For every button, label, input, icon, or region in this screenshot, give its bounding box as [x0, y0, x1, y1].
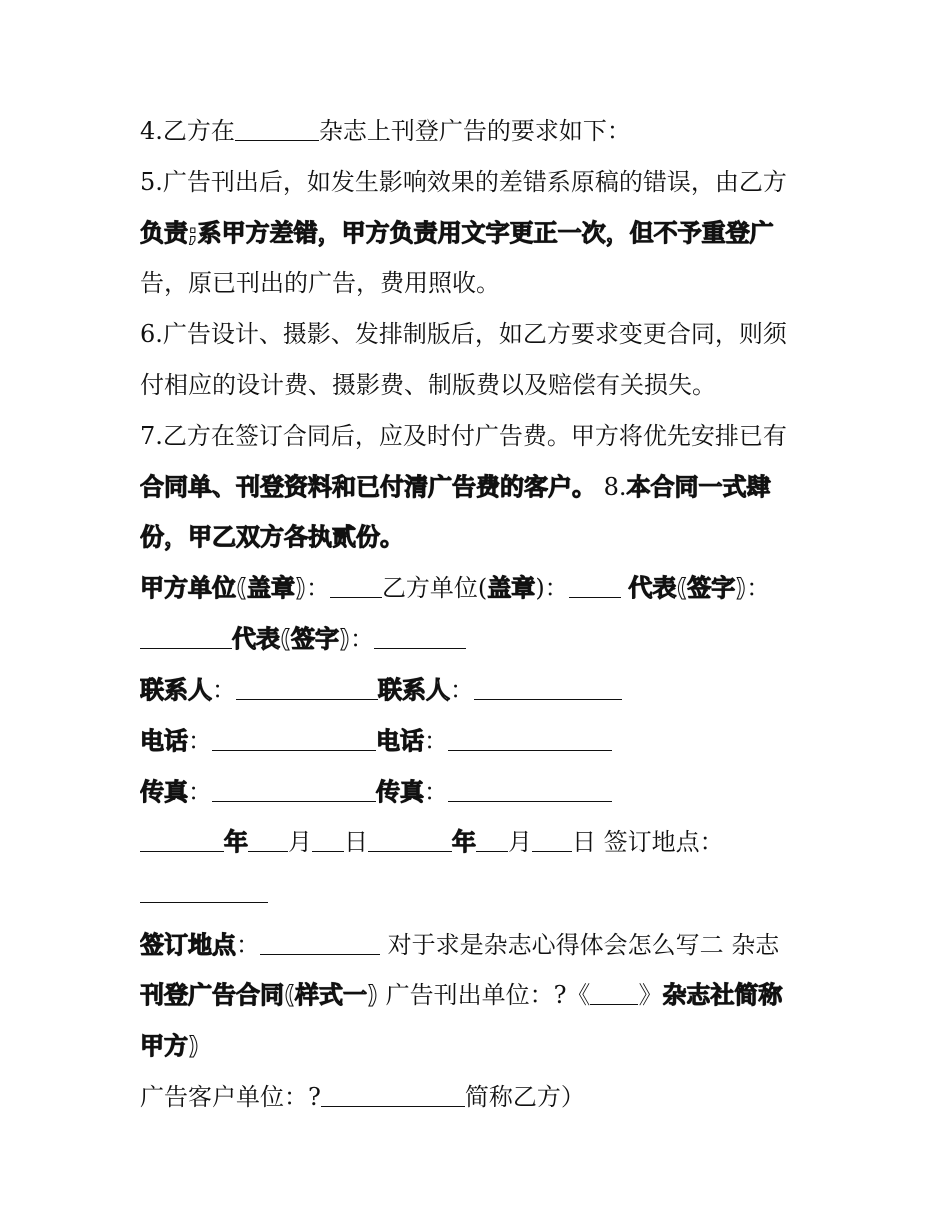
party-a-short-outlined: 甲方)	[140, 1032, 199, 1060]
phone-label-a: 电话	[140, 727, 188, 755]
clause-7-outlined-text: 合同单、刊登资料和已付清广告费的客户。	[140, 473, 596, 501]
representative-colon-b: ：	[349, 625, 374, 653]
phone-label-b: 电话	[376, 727, 424, 755]
month-label-b: 月	[508, 828, 532, 856]
colon: ：	[305, 574, 330, 602]
blank-party-b-unit	[569, 573, 621, 598]
contact-label-a: 联系人	[140, 676, 212, 704]
contract-title-outlined: 刊登广告合同(样式一)	[140, 981, 378, 1009]
phone-row	[140, 725, 820, 757]
fax-label-b: 传真	[376, 778, 424, 806]
heading-text: 对于求是杂志心得体会怎么写二 杂志	[380, 931, 780, 959]
blank-signing-place-b	[260, 930, 380, 955]
clause-8-number: 8.	[596, 473, 627, 501]
clause-8-line-2	[140, 521, 820, 553]
clause-6-line-2	[140, 369, 820, 401]
clause-5-outlined-text: 负责;系甲方差错，甲方负责用文字更正一次，但不予重登广	[140, 219, 774, 247]
month-label-a: 月	[288, 828, 312, 856]
clause-6-text-b: 付相应的设计费、摄影费、制版费以及赔偿有关损失。	[140, 371, 716, 399]
clause-4	[140, 115, 820, 147]
contract-title-row	[140, 979, 820, 1011]
representative-label-a: 代表(签字)	[628, 574, 747, 602]
contact-colon-a: ：	[212, 676, 236, 704]
clause-5-line-2	[140, 217, 820, 249]
clause-7-text-a: 7.乙方在签订合同后，应及时付广告费。甲方将优先安排已有	[140, 422, 787, 450]
signing-place-row	[140, 929, 820, 961]
blank-representative-b	[374, 624, 466, 649]
representative-label-b: 代表(签字)	[232, 625, 350, 653]
blank-magazine-title	[590, 980, 638, 1005]
signing-place-colon: ：	[236, 931, 260, 959]
fax-row	[140, 776, 820, 808]
clause-4-text-b: 杂志上刊登广告的要求如下：	[318, 117, 631, 145]
clause-7-line-2	[140, 471, 820, 503]
fax-label-a: 传真	[140, 778, 188, 806]
clause-4-text-a: 4.乙方在	[140, 117, 235, 145]
phone-colon-b: ：	[424, 727, 448, 755]
blank-fax-b	[448, 777, 612, 802]
representative-colon-a: ：	[746, 574, 771, 602]
day-and-place-label: 日 签订地点：	[572, 828, 724, 856]
blank-fax-a	[212, 777, 376, 802]
blank-phone-b	[448, 726, 612, 751]
clause-8-outlined-text: 本合同一式肆	[626, 473, 771, 501]
year-label-a: 年	[224, 828, 248, 856]
publisher-short-name-outlined: 杂志社简称	[662, 981, 783, 1009]
contact-colon-b: ：	[450, 676, 474, 704]
clause-5-text-c: 告，原已刊出的广告，费用照收。	[140, 269, 500, 297]
publisher-label: 广告刊出单位：?《	[377, 981, 591, 1009]
clause-5-line-3	[140, 267, 820, 299]
blank-day-a	[312, 827, 344, 852]
signature-row-units	[140, 572, 820, 604]
close-bracket: 》	[638, 981, 663, 1009]
blank-month-b	[476, 827, 508, 852]
party-b-colon: )：	[535, 574, 569, 602]
client-row	[140, 1081, 820, 1113]
party-a-short-row	[140, 1030, 820, 1062]
place-blank-row	[140, 877, 820, 909]
contact-row	[140, 674, 820, 706]
year-label-b: 年	[452, 828, 476, 856]
blank-magazine-name	[235, 116, 319, 141]
signature-row-representatives	[140, 623, 820, 655]
client-label: 广告客户单位：?	[140, 1083, 321, 1111]
contact-label-b: 联系人	[378, 676, 450, 704]
blank-contact-a	[236, 675, 378, 700]
blank-month-a	[248, 827, 288, 852]
clause-5-line-1	[140, 166, 820, 198]
party-b-unit-label: 乙方单位(	[381, 574, 488, 602]
blank-year-a	[140, 827, 224, 852]
party-b-seal-label: 盖章	[487, 574, 536, 602]
blank-contact-b	[474, 675, 622, 700]
signing-place-label: 签订地点	[140, 931, 236, 959]
clause-6-line-1	[140, 318, 820, 350]
day-label-a: 日	[344, 828, 368, 856]
clause-6-text-a: 6.广告设计、摄影、发排制版后，如乙方要求变更合同，则须	[140, 320, 787, 348]
blank-representative-a	[140, 624, 232, 649]
fax-colon-b: ：	[424, 778, 448, 806]
blank-signing-place-a	[140, 878, 268, 903]
blank-client-unit	[321, 1082, 465, 1107]
phone-colon-a: ：	[188, 727, 212, 755]
clause-7-line-1	[140, 420, 820, 452]
clause-5-text-a: 5.广告刊出后，如发生影响效果的差错系原稿的错误，由乙方	[140, 168, 787, 196]
fax-colon-a: ：	[188, 778, 212, 806]
blank-phone-a	[212, 726, 376, 751]
party-a-unit-label: 甲方单位(盖章)	[140, 574, 306, 602]
blank-day-b	[532, 827, 572, 852]
blank-party-a-unit	[330, 573, 382, 598]
date-row	[140, 826, 820, 858]
party-b-short-label: 简称乙方）	[464, 1083, 585, 1111]
blank-year-b	[368, 827, 452, 852]
clause-8-outlined-text-2: 份，甲乙双方各执贰份。	[140, 523, 404, 551]
